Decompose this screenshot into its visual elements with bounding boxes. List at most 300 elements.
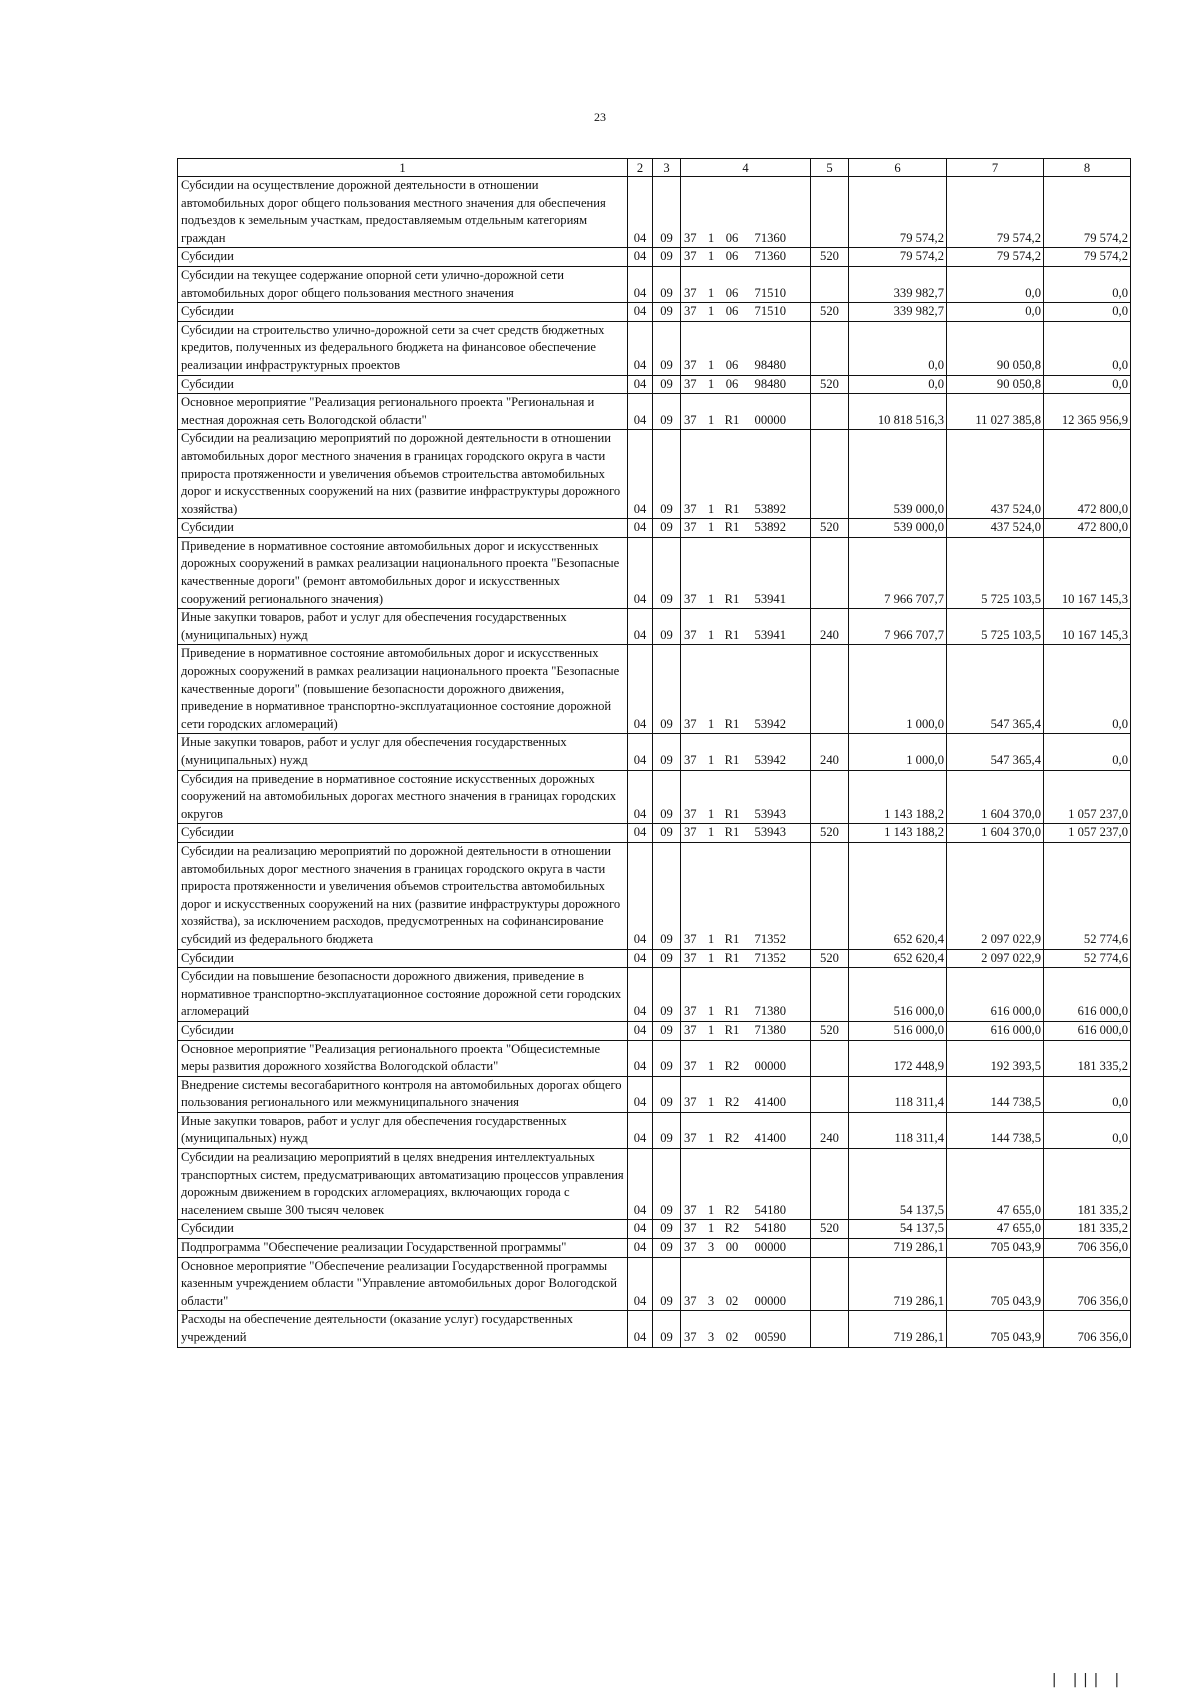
target-code-part-k2: 1	[707, 249, 715, 264]
row-target-code	[681, 430, 811, 519]
row-section: 04	[628, 609, 653, 645]
row-amount-year-3: 706 356,0	[1044, 1257, 1131, 1311]
row-section: 04	[628, 375, 653, 394]
row-section: 04	[628, 266, 653, 302]
row-amount-year-2: 547 365,4	[947, 734, 1044, 770]
row-amount-year-2: 192 393,5	[947, 1040, 1044, 1076]
row-section: 04	[628, 303, 653, 322]
row-amount-year-3: 0,0	[1044, 321, 1131, 375]
row-target-code	[681, 1076, 811, 1112]
target-code-part-k3: R1	[724, 520, 740, 535]
row-target-code	[681, 177, 811, 248]
target-code-part-k2: 1	[707, 1022, 715, 1037]
target-code-part-k2: 1	[707, 1221, 715, 1236]
row-section: 04	[628, 734, 653, 770]
target-code-part-k1: 37	[684, 1131, 697, 1146]
row-amount-year-3: 616 000,0	[1044, 1021, 1131, 1040]
target-code-part-k1: 37	[684, 249, 697, 264]
row-target-code	[681, 375, 811, 394]
table-row	[178, 537, 1131, 608]
row-amount-year-2: 11 027 385,8	[947, 394, 1044, 430]
row-target-code	[681, 824, 811, 843]
target-code-part-k4: 71352	[754, 950, 786, 965]
target-code-part-k4: 71380	[754, 1022, 786, 1037]
row-amount-year-2: 144 738,5	[947, 1112, 1044, 1148]
target-code-part-k2: 1	[707, 825, 715, 840]
table-row	[178, 266, 1131, 302]
target-code-part-k1: 37	[684, 753, 697, 767]
row-name: Основное мероприятие "Реализация регионального проекта "Общесистемные меры развития дорожного хозяйства Вологодской области"	[178, 1040, 628, 1076]
target-code-part-k1: 37	[684, 591, 697, 606]
row-subsection: 09	[653, 1239, 681, 1258]
table-row	[178, 303, 1131, 322]
row-amount-year-3: 0,0	[1044, 375, 1131, 394]
row-target-code	[681, 968, 811, 1022]
row-section: 04	[628, 842, 653, 949]
row-target-code	[681, 1112, 811, 1148]
row-section: 04	[628, 1021, 653, 1040]
row-section: 04	[628, 537, 653, 608]
row-amount-year-1: 7 966 707,7	[849, 609, 947, 645]
target-code-part-k3: 02	[725, 1330, 739, 1344]
table-row	[178, 734, 1131, 770]
row-name: Субсидии на реализацию мероприятий по дорожной деятельности в отношении автомобильных дорог местного значения в границах городского округа в части прироста протяженности и увеличения объемов строительства автомобильных дорог и искусственных сооружений на них (развитие инфраструктуры дорожного хозяйства), за исключением расходов, предусмотренных на софинансирование субсидий из федерального бюджета	[178, 842, 628, 949]
header-col-6: 6	[849, 159, 947, 177]
row-target-code	[681, 519, 811, 538]
table-row	[178, 609, 1131, 645]
row-amount-year-3: 52 774,6	[1044, 949, 1131, 968]
row-amount-year-3: 1 057 237,0	[1044, 824, 1131, 843]
row-amount-year-1: 719 286,1	[849, 1239, 947, 1258]
row-expense-type: 520	[811, 949, 849, 968]
target-code-part-k3: R1	[724, 931, 740, 946]
row-amount-year-1: 516 000,0	[849, 968, 947, 1022]
row-section: 04	[628, 1220, 653, 1239]
target-code-part-k1: 37	[684, 412, 697, 427]
row-expense-type: 520	[811, 248, 849, 267]
row-amount-year-3: 0,0	[1044, 266, 1131, 302]
row-expense-type: 520	[811, 1220, 849, 1239]
row-expense-type	[811, 321, 849, 375]
table-row	[178, 1040, 1131, 1076]
row-amount-year-1: 79 574,2	[849, 177, 947, 248]
row-amount-year-3: 472 800,0	[1044, 430, 1131, 519]
row-amount-year-2: 616 000,0	[947, 1021, 1044, 1040]
target-code-part-k2: 1	[707, 304, 715, 319]
row-name: Субсидии	[178, 824, 628, 843]
table-row	[178, 430, 1131, 519]
row-section: 04	[628, 519, 653, 538]
row-expense-type	[811, 1257, 849, 1311]
row-amount-year-2: 47 655,0	[947, 1220, 1044, 1239]
row-amount-year-2: 90 050,8	[947, 375, 1044, 394]
row-amount-year-1: 339 982,7	[849, 303, 947, 322]
row-subsection: 09	[653, 1021, 681, 1040]
row-amount-year-3: 12 365 956,9	[1044, 394, 1131, 430]
table-row	[178, 321, 1131, 375]
target-code-part-k4: 00000	[754, 412, 786, 427]
target-code-part-k3: R1	[724, 412, 740, 427]
table-row	[178, 770, 1131, 824]
target-code-part-k4: 53942	[754, 753, 786, 767]
table-row	[178, 394, 1131, 430]
header-col-8: 8	[1044, 159, 1131, 177]
row-amount-year-3: 79 574,2	[1044, 248, 1131, 267]
row-amount-year-1: 54 137,5	[849, 1220, 947, 1239]
row-amount-year-1: 7 966 707,7	[849, 537, 947, 608]
row-subsection: 09	[653, 609, 681, 645]
row-target-code	[681, 1311, 811, 1347]
target-code-part-k4: 00000	[754, 1059, 786, 1074]
row-expense-type	[811, 1239, 849, 1258]
target-code-part-k3: 06	[725, 249, 739, 264]
target-code-part-k3: R2	[724, 1095, 740, 1110]
target-code-part-k1: 37	[684, 357, 697, 372]
row-subsection: 09	[653, 537, 681, 608]
target-code-part-k4: 71360	[754, 249, 786, 264]
row-amount-year-1: 719 286,1	[849, 1311, 947, 1347]
target-code-part-k3: R2	[724, 1131, 740, 1146]
row-subsection: 09	[653, 1076, 681, 1112]
row-amount-year-1: 118 311,4	[849, 1112, 947, 1148]
target-code-part-k2: 3	[707, 1293, 715, 1308]
row-amount-year-3: 181 335,2	[1044, 1149, 1131, 1220]
row-section: 04	[628, 770, 653, 824]
row-section: 04	[628, 949, 653, 968]
row-amount-year-1: 0,0	[849, 375, 947, 394]
row-expense-type	[811, 968, 849, 1022]
row-subsection: 09	[653, 303, 681, 322]
row-amount-year-3: 10 167 145,3	[1044, 609, 1131, 645]
target-code-part-k4: 53941	[754, 591, 786, 606]
target-code-part-k3: R2	[724, 1059, 740, 1074]
target-code-part-k1: 37	[684, 1022, 697, 1037]
target-code-part-k3: R1	[724, 950, 740, 965]
row-name: Субсидии	[178, 949, 628, 968]
row-amount-year-2: 2 097 022,9	[947, 842, 1044, 949]
row-amount-year-1: 54 137,5	[849, 1149, 947, 1220]
row-name: Иные закупки товаров, работ и услуг для обеспечения государственных (муниципальных) нужд	[178, 1112, 628, 1148]
target-code-part-k1: 37	[684, 716, 697, 731]
table-row	[178, 375, 1131, 394]
target-code-part-k4: 53892	[754, 520, 786, 535]
row-subsection: 09	[653, 824, 681, 843]
scan-marks: | ||| |	[1050, 1672, 1124, 1688]
target-code-part-k3: R1	[724, 591, 740, 606]
row-target-code	[681, 609, 811, 645]
row-amount-year-2: 437 524,0	[947, 430, 1044, 519]
target-code-part-k2: 1	[707, 931, 715, 946]
target-code-part-k1: 37	[684, 285, 697, 300]
budget-table	[177, 158, 1131, 1348]
row-name: Основное мероприятие "Обеспечение реализации Государственной программы казенным учреждением области "Управление автомобильных дорог Вологодской области"	[178, 1257, 628, 1311]
row-amount-year-3: 181 335,2	[1044, 1220, 1131, 1239]
row-section: 04	[628, 430, 653, 519]
row-amount-year-2: 47 655,0	[947, 1149, 1044, 1220]
row-target-code	[681, 266, 811, 302]
target-code-part-k4: 98480	[754, 357, 786, 372]
row-name: Субсидии	[178, 519, 628, 538]
row-amount-year-2: 705 043,9	[947, 1239, 1044, 1258]
target-code-part-k1: 37	[684, 931, 697, 946]
table-row	[178, 824, 1131, 843]
table-row	[178, 645, 1131, 734]
row-target-code	[681, 537, 811, 608]
table-row	[178, 1021, 1131, 1040]
target-code-part-k3: R2	[724, 1221, 740, 1236]
target-code-part-k1: 37	[684, 304, 697, 319]
target-code-part-k4: 00590	[754, 1330, 786, 1344]
row-expense-type	[811, 1311, 849, 1347]
table-row	[178, 519, 1131, 538]
target-code-part-k2: 1	[707, 950, 715, 965]
table-row	[178, 949, 1131, 968]
row-amount-year-2: 705 043,9	[947, 1257, 1044, 1311]
row-expense-type	[811, 1076, 849, 1112]
row-amount-year-1: 652 620,4	[849, 949, 947, 968]
target-code-part-k3: R1	[724, 825, 740, 840]
row-name: Субсидии на реализацию мероприятий в целях внедрения интеллектуальных транспортных систем, предусматривающих автоматизацию процессов управления дорожным движением в городских агломерациях, включающих города с населением свыше 300 тысяч человек	[178, 1149, 628, 1220]
row-subsection: 09	[653, 1257, 681, 1311]
row-amount-year-2: 144 738,5	[947, 1076, 1044, 1112]
row-name: Субсидии на осуществление дорожной деятельности в отношении автомобильных дорог общего пользования местного значения для обеспечения подъездов к земельным участкам, предоставляемым отдельным категориям граждан	[178, 177, 628, 248]
target-code-part-k4: 54180	[754, 1202, 786, 1217]
target-code-part-k4: 53943	[754, 825, 786, 840]
header-col-5: 5	[811, 159, 849, 177]
row-subsection: 09	[653, 177, 681, 248]
row-section: 04	[628, 1311, 653, 1347]
target-code-part-k4: 53942	[754, 716, 786, 731]
row-subsection: 09	[653, 842, 681, 949]
header-col-2: 2	[628, 159, 653, 177]
row-section: 04	[628, 645, 653, 734]
table-row	[178, 1311, 1131, 1347]
row-expense-type	[811, 645, 849, 734]
row-subsection: 09	[653, 1311, 681, 1347]
row-target-code	[681, 321, 811, 375]
row-amount-year-1: 539 000,0	[849, 519, 947, 538]
row-target-code	[681, 1257, 811, 1311]
row-target-code	[681, 303, 811, 322]
row-name: Приведение в нормативное состояние автомобильных дорог и искусственных дорожных сооружений в рамках реализации национального проекта "Безопасные качественные дороги" (ремонт автомобильных дорог и искусственных сооружений регионального значения)	[178, 537, 628, 608]
target-code-part-k3: R1	[724, 1022, 740, 1037]
target-code-part-k2: 1	[707, 591, 715, 606]
row-amount-year-1: 0,0	[849, 321, 947, 375]
target-code-part-k2: 1	[707, 627, 715, 642]
row-section: 04	[628, 394, 653, 430]
page-number: 23	[594, 110, 606, 124]
target-code-part-k3: 00	[725, 1240, 739, 1255]
table-row	[178, 248, 1131, 267]
row-subsection: 09	[653, 375, 681, 394]
target-code-part-k3: 02	[725, 1293, 739, 1308]
target-code-part-k1: 37	[684, 825, 697, 840]
row-name: Субсидии	[178, 1220, 628, 1239]
target-code-part-k1: 37	[684, 376, 697, 391]
row-name: Субсидии	[178, 248, 628, 267]
row-subsection: 09	[653, 248, 681, 267]
target-code-part-k3: 06	[725, 230, 739, 245]
target-code-part-k2: 1	[707, 285, 715, 300]
table-row	[178, 1257, 1131, 1311]
target-code-part-k4: 71510	[754, 285, 786, 300]
row-name: Субсидия на приведение в нормативное состояние искусственных дорожных сооружений на автомобильных дорогах местного значения в границах городских округов	[178, 770, 628, 824]
row-subsection: 09	[653, 1112, 681, 1148]
row-name: Расходы на обеспечение деятельности (оказание услуг) государственных учреждений	[178, 1311, 628, 1347]
row-target-code	[681, 770, 811, 824]
row-name: Иные закупки товаров, работ и услуг для обеспечения государственных (муниципальных) нужд	[178, 734, 628, 770]
target-code-part-k1: 37	[684, 230, 697, 245]
row-amount-year-1: 652 620,4	[849, 842, 947, 949]
row-section: 04	[628, 1149, 653, 1220]
row-section: 04	[628, 1257, 653, 1311]
target-code-part-k2: 1	[707, 501, 715, 516]
target-code-part-k1: 37	[684, 1095, 697, 1110]
row-name: Основное мероприятие "Реализация регионального проекта "Региональная и местная дорожная сеть Вологодской области"	[178, 394, 628, 430]
target-code-part-k1: 37	[684, 501, 697, 516]
row-amount-year-3: 0,0	[1044, 303, 1131, 322]
row-target-code	[681, 248, 811, 267]
target-code-part-k2: 1	[707, 806, 715, 821]
target-code-part-k2: 1	[707, 412, 715, 427]
row-target-code	[681, 1149, 811, 1220]
row-name: Субсидии на текущее содержание опорной сети улично-дорожной сети автомобильных дорог общего пользования местного значения	[178, 266, 628, 302]
row-expense-type: 520	[811, 303, 849, 322]
row-section: 04	[628, 1112, 653, 1148]
target-code-part-k2: 1	[707, 1131, 715, 1146]
target-code-part-k1: 37	[684, 1221, 697, 1236]
row-subsection: 09	[653, 949, 681, 968]
target-code-part-k3: 06	[725, 304, 739, 319]
row-amount-year-2: 5 725 103,5	[947, 537, 1044, 608]
row-subsection: 09	[653, 519, 681, 538]
row-amount-year-2: 90 050,8	[947, 321, 1044, 375]
row-section: 04	[628, 1076, 653, 1112]
row-amount-year-2: 79 574,2	[947, 248, 1044, 267]
row-target-code	[681, 1021, 811, 1040]
row-amount-year-2: 0,0	[947, 266, 1044, 302]
row-expense-type	[811, 266, 849, 302]
target-code-part-k1: 37	[684, 1293, 697, 1308]
row-amount-year-3: 181 335,2	[1044, 1040, 1131, 1076]
target-code-part-k1: 37	[684, 520, 697, 535]
row-target-code	[681, 734, 811, 770]
row-amount-year-1: 516 000,0	[849, 1021, 947, 1040]
target-code-part-k4: 71380	[754, 1004, 786, 1019]
row-amount-year-1: 1 000,0	[849, 645, 947, 734]
target-code-part-k2: 1	[707, 376, 715, 391]
target-code-part-k2: 3	[707, 1240, 715, 1255]
target-code-part-k1: 37	[684, 1004, 697, 1019]
target-code-part-k3: R1	[724, 753, 740, 767]
row-name: Приведение в нормативное состояние автомобильных дорог и искусственных дорожных сооружений в рамках реализации национального проекта "Безопасные качественные дороги" (повышение безопасности дорожного движения, приведение в нормативное транспортно-эксплуатационное состояние дорожной сети городских агломераций)	[178, 645, 628, 734]
row-amount-year-1: 1 000,0	[849, 734, 947, 770]
header-col-4: 4	[681, 159, 811, 177]
row-amount-year-3: 1 057 237,0	[1044, 770, 1131, 824]
row-amount-year-3: 0,0	[1044, 734, 1131, 770]
target-code-part-k2: 1	[707, 1202, 715, 1217]
row-expense-type	[811, 430, 849, 519]
row-subsection: 09	[653, 266, 681, 302]
row-target-code	[681, 1239, 811, 1258]
row-section: 04	[628, 248, 653, 267]
row-section: 04	[628, 1239, 653, 1258]
target-code-part-k3: 06	[725, 285, 739, 300]
table-body	[178, 177, 1131, 1348]
row-expense-type: 520	[811, 824, 849, 843]
row-amount-year-3: 52 774,6	[1044, 842, 1131, 949]
table-row	[178, 177, 1131, 248]
target-code-part-k1: 37	[684, 627, 697, 642]
row-amount-year-3: 472 800,0	[1044, 519, 1131, 538]
row-amount-year-2: 705 043,9	[947, 1311, 1044, 1347]
row-subsection: 09	[653, 1040, 681, 1076]
row-subsection: 09	[653, 770, 681, 824]
row-expense-type: 240	[811, 609, 849, 645]
row-name: Субсидии	[178, 1021, 628, 1040]
target-code-part-k4: 71360	[754, 230, 786, 245]
row-target-code	[681, 1220, 811, 1239]
row-amount-year-1: 339 982,7	[849, 266, 947, 302]
row-amount-year-2: 1 604 370,0	[947, 770, 1044, 824]
table-row	[178, 1076, 1131, 1112]
row-amount-year-2: 5 725 103,5	[947, 609, 1044, 645]
row-expense-type: 520	[811, 519, 849, 538]
row-amount-year-3: 616 000,0	[1044, 968, 1131, 1022]
row-amount-year-1: 719 286,1	[849, 1257, 947, 1311]
target-code-part-k2: 1	[707, 1059, 715, 1074]
row-target-code	[681, 842, 811, 949]
row-amount-year-3: 0,0	[1044, 1112, 1131, 1148]
row-amount-year-2: 437 524,0	[947, 519, 1044, 538]
row-amount-year-2: 547 365,4	[947, 645, 1044, 734]
row-amount-year-2: 2 097 022,9	[947, 949, 1044, 968]
target-code-part-k4: 54180	[754, 1221, 786, 1236]
target-code-part-k3: R1	[724, 501, 740, 516]
row-amount-year-3: 706 356,0	[1044, 1311, 1131, 1347]
row-name: Субсидии на повышение безопасности дорожного движения, приведение в нормативное транспортно-эксплуатационное состояние дорожной сети городских агломераций	[178, 968, 628, 1022]
target-code-part-k2: 1	[707, 753, 715, 767]
row-subsection: 09	[653, 1220, 681, 1239]
row-expense-type	[811, 1149, 849, 1220]
target-code-part-k2: 1	[707, 230, 715, 245]
row-amount-year-1: 539 000,0	[849, 430, 947, 519]
target-code-part-k4: 00000	[754, 1293, 786, 1308]
row-amount-year-1: 172 448,9	[849, 1040, 947, 1076]
target-code-part-k1: 37	[684, 950, 697, 965]
row-amount-year-3: 79 574,2	[1044, 177, 1131, 248]
target-code-part-k4: 71510	[754, 304, 786, 319]
row-amount-year-1: 10 818 516,3	[849, 394, 947, 430]
table-row	[178, 968, 1131, 1022]
row-name: Субсидии	[178, 303, 628, 322]
row-subsection: 09	[653, 734, 681, 770]
target-code-part-k4: 53943	[754, 806, 786, 821]
row-amount-year-3: 10 167 145,3	[1044, 537, 1131, 608]
target-code-part-k4: 53941	[754, 627, 786, 642]
target-code-part-k4: 00000	[754, 1240, 786, 1255]
target-code-part-k2: 1	[707, 520, 715, 535]
target-code-part-k1: 37	[684, 1202, 697, 1217]
header-col-1: 1	[178, 159, 628, 177]
target-code-part-k3: 06	[725, 357, 739, 372]
row-section: 04	[628, 824, 653, 843]
target-code-part-k3: R1	[724, 716, 740, 731]
row-name: Иные закупки товаров, работ и услуг для обеспечения государственных (муниципальных) нужд	[178, 609, 628, 645]
target-code-part-k4: 71352	[754, 931, 786, 946]
row-expense-type	[811, 177, 849, 248]
row-expense-type	[811, 537, 849, 608]
